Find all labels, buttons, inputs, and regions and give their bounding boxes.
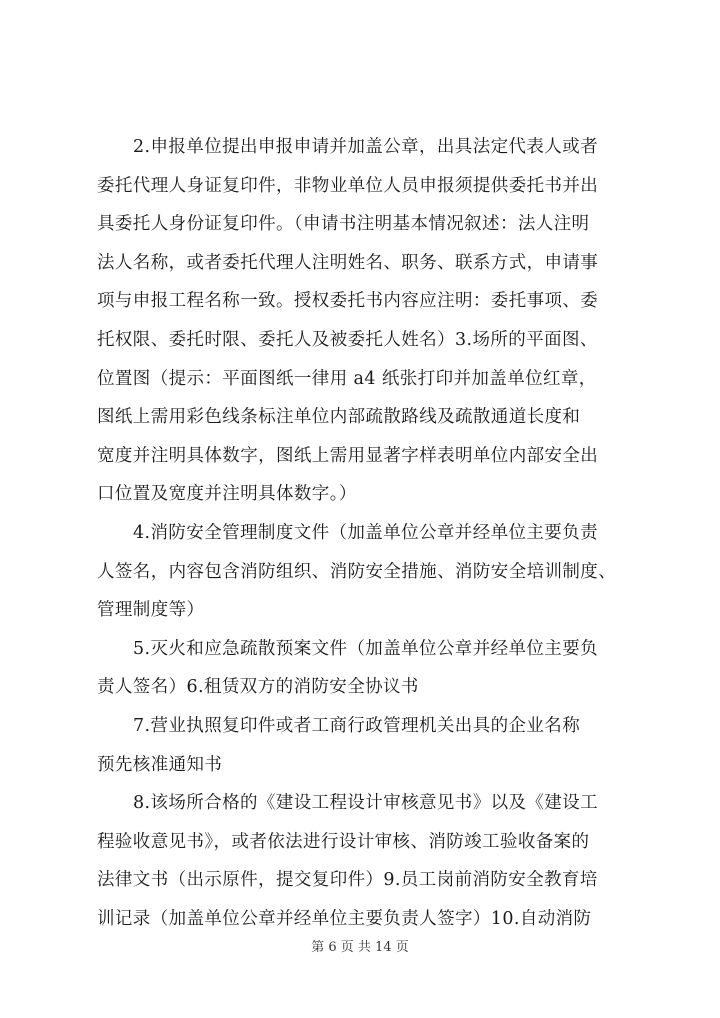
text-line: 4.消防安全管理制度文件（加盖单位公章并经单位主要负责 <box>133 522 598 543</box>
text-line: 管理制度等） <box>97 600 205 621</box>
text-line: 口位置及宽度并注明具体数字。） <box>97 484 357 505</box>
text-line: 具委托人身份证复印件。（申请书注明基本情况叙述：法人注明 <box>97 214 590 235</box>
page-footer: 第 6 页 共 14 页 <box>311 940 409 955</box>
paragraph-item-2 <box>97 128 632 514</box>
paragraph-item-7 <box>97 707 632 784</box>
paragraph-item-5 <box>97 630 632 707</box>
text-line: 5.灭火和应急疏散预案文件（加盖单位公章并经单位主要负 <box>133 638 598 659</box>
text-line: 托权限、委托时限、委托人及被委托人姓名）3.场所的平面图、 <box>97 329 598 350</box>
text-line: 法律文书（出示原件，提交复印件）9.员工岗前消防安全教育培 <box>97 870 598 891</box>
text-line: 预先核准通知书 <box>97 754 223 775</box>
text-line: 8.该场所合格的《建设工程设计审核意见书》以及《建设工 <box>133 793 598 814</box>
text-line: 委托代理人身证复印件，非物业单位人员申报须提供委托书并出 <box>97 175 599 196</box>
text-line: 位置图（提示：平面图纸一律用 a4 纸张打印并加盖单位红章， <box>97 368 597 389</box>
text-line: 7.营业执照复印件或者工商行政管理机关出具的企业名称 <box>133 715 581 736</box>
text-line: 2.申报单位提出申报申请并加盖公章，出具法定代表人或者 <box>133 137 598 157</box>
text-line: 责人签名）6.租赁双方的消防安全协议书 <box>97 677 419 698</box>
paragraph-item-4 <box>97 514 632 630</box>
text-line: 宽度并注明具体数字，图纸上需用显著字样表明单位内部安全出 <box>97 445 599 466</box>
text-line: 项与申报工程名称一致。授权委托书内容应注明：委托事项、委 <box>97 291 599 312</box>
paragraph-item-8 <box>97 784 632 938</box>
document-body <box>97 128 632 938</box>
text-line: 人签名，内容包含消防组织、消防安全措施、消防安全培训制度、 <box>97 561 617 582</box>
text-line: 法人名称，或者委托代理人注明姓名、职务、联系方式，申请事 <box>97 252 599 273</box>
text-line: 训记录（加盖单位公章并经单位主要负责人签字）10.自动消防 <box>97 908 592 929</box>
text-line: 程验收意见书》，或者依法进行设计审核、消防竣工验收备案的 <box>97 831 590 852</box>
text-line: 图纸上需用彩色线条标注单位内部疏散路线及疏散通道长度和 <box>97 407 581 428</box>
